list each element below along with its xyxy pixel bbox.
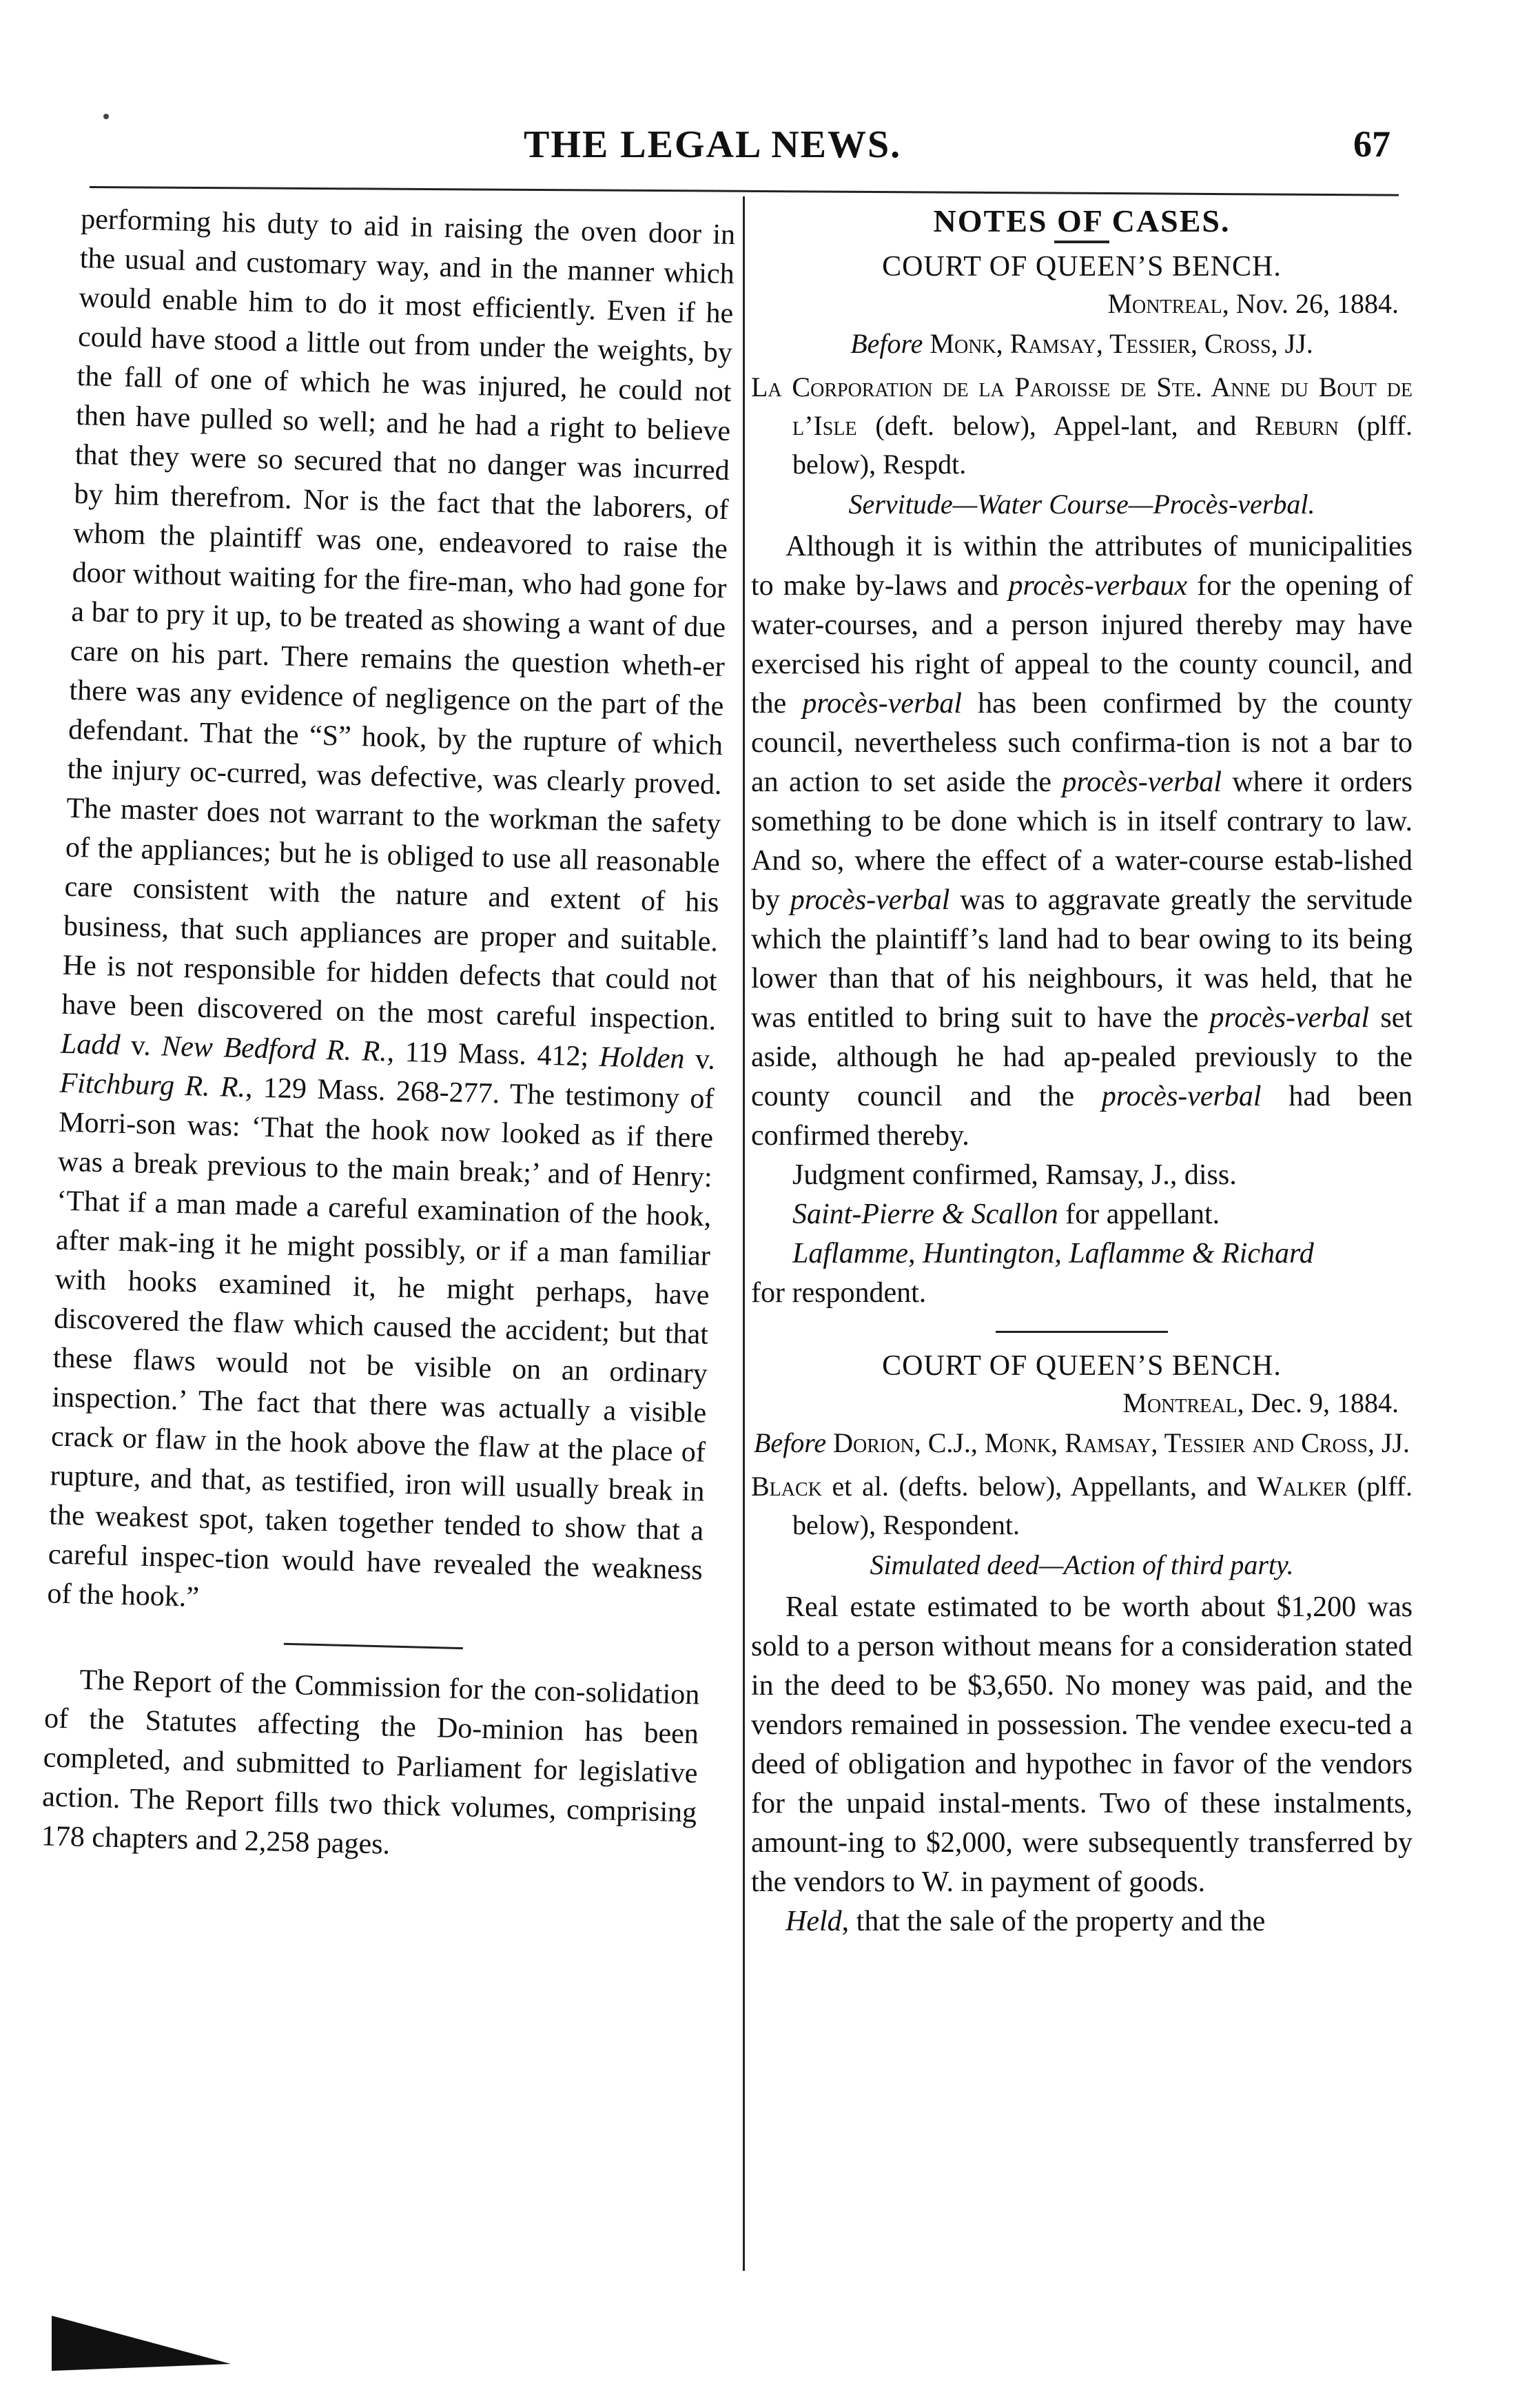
before-word: Before — [850, 328, 923, 359]
summary-text: for the opening of water-courses, and a person injured thereby may have exercised his right of appeal to the county council, and the — [751, 570, 1413, 720]
summary-text: was to aggravate greatly the servitude which the plaintiff’s land had to bear owing to its being lower than that of his neighbours, it was held, that he was entitled to bring suit to have the — [751, 884, 1413, 1034]
case-separator — [996, 1331, 1168, 1333]
page-header — [0, 117, 1540, 172]
commission-note: The Report of the Commission for the con-solidation of the Statutes affecting the Do-minion has been completed, and submitted to Parliament for legislative action. The Report fills two thick volumes, comprising 178 chapters and 2,258 pages. — [41, 1664, 700, 1861]
case-subject: Simulated deed—Action of third party. — [870, 1549, 1294, 1580]
summary-italic: procès-verbaux — [1008, 570, 1188, 602]
judges: Dorion, C.J., Monk, Ramsay, Tessier and Cross, JJ. — [833, 1427, 1410, 1458]
held-text: , that the sale of the property and the — [841, 1906, 1266, 1937]
date: , Dec. 9, 1884. — [1237, 1387, 1399, 1418]
held-word: Held — [786, 1906, 842, 1937]
court-name: COURT OF QUEEN’S BENCH. — [882, 1350, 1282, 1382]
summary-italic: procès-verbal — [1062, 766, 1222, 798]
counsel-names: Saint-Pierre & Scallon — [792, 1198, 1058, 1230]
summary-italic: procès-verbal — [790, 884, 950, 916]
parties — [751, 1467, 1413, 1544]
citation-new-bedford: New Bedford R. R. — [161, 1030, 388, 1068]
case-summary — [751, 527, 1413, 1156]
citation-v: v. — [119, 1029, 162, 1063]
testimony-text: The testimony of Morri-son was: ‘That the hook now looked as if there was a break previous to the main break;’ and of Henry: ‘That if a man made a careful examination of the hook, after mak-ing it he might possibly, or if a man familiar with hooks examined it, he might perhaps, have discovered the flaw which caused the accident; but that these flaws would not be visible on an ordinary inspection.’ The fact that there was actually a visible crack or flaw in the hook above the flaw at the place of rupture, and that, as testified, iron will usually break in the weakest spot, taken together tended to show that a careful inspec-tion would have revealed the weakness of the hook.” — [47, 1078, 715, 1613]
respondent-role: (plff. below), Respdt. — [792, 410, 1413, 480]
counsel-role: for appellant. — [1058, 1198, 1220, 1230]
case-date — [751, 1387, 1413, 1419]
section-rule — [284, 1643, 463, 1649]
summary-italic: procès-verbal — [802, 688, 963, 720]
citation-fitchburg: Fitchburg R. R. — [59, 1067, 246, 1104]
place: Montreal — [1107, 288, 1222, 319]
title-rule — [1054, 241, 1109, 243]
page-edge-mark — [52, 2302, 231, 2371]
respondent: Reburn — [1255, 410, 1339, 441]
judgment-line: Judgment confirmed, Ramsay, J., diss. — [792, 1159, 1237, 1191]
appellant: La Corporation de la Paroisse de Ste. Anne du Bout de l’Isle — [751, 371, 1413, 441]
bench — [751, 325, 1413, 363]
case-summary: Real estate estimated to be worth about $1,200 was sold to a person without means for a consideration stated in the deed to be $3,650. No money was paid, and the vendors remained in possession. The vendee execu-ted a deed of obligation and hypothec in favor of the vendors for the unpaid instal-ments. Two of these instalments, amount-ing to $2,000, were subsequently transferred by the vendors to W. in payment of goods. — [751, 1591, 1413, 1898]
respondent: Walker — [1256, 1471, 1348, 1502]
appellant-role: et al. (defts. below), Appellants, and — [821, 1471, 1257, 1502]
summary-text: had been confirmed thereby. — [751, 1081, 1413, 1152]
case-subject: Servitude—Water Course—Procès-verbal. — [848, 489, 1315, 520]
citation-ladd: Ladd — [60, 1028, 121, 1061]
counsel-respondent — [751, 1234, 1413, 1274]
held-line — [751, 1902, 1413, 1941]
parties — [751, 368, 1413, 484]
respondent-role: (plff. below), Respondent. — [792, 1471, 1413, 1540]
column-divider — [743, 196, 745, 2271]
summary-text: Although it is within the attributes of municipalities to make by-laws and — [751, 531, 1413, 602]
counsel-names: Laflamme, Huntington, Laflamme & Richard — [792, 1238, 1314, 1269]
case-2 — [751, 1349, 1413, 1941]
left-column-text — [41, 200, 735, 1872]
counsel-appellant — [751, 1195, 1413, 1234]
bench — [751, 1425, 1413, 1462]
right-column — [751, 200, 1413, 2267]
running-title: THE LEGAL NEWS. — [524, 123, 902, 166]
summary-italic: procès-verbal — [1101, 1081, 1262, 1112]
citation-ref-1: , 119 Mass. 412; — [387, 1036, 600, 1073]
appellant-role: (deft. below), Appel-lant, and — [856, 410, 1255, 441]
left-column — [41, 200, 736, 2295]
case-date — [751, 287, 1413, 320]
counsel-respondent-role: for respondent. — [751, 1277, 927, 1309]
continued-paragraph — [47, 200, 736, 1630]
court-name: COURT OF QUEEN’S BENCH. — [882, 251, 1282, 283]
page-number: 67 — [1353, 123, 1390, 165]
continuation-text: performing his duty to aid in raising the oven door in the usual and customary way, and in the manner which would enable him to do it most efficiently. Even if he could have stood a little out from under the weights, by the fall of one of which he was injured, he could not then have pulled so well; and he had a right to believe that they were so secured that no danger was incurred by him therefrom. Nor is the fact that the laborers, of whom the plaintiff was one, endeavored to raise the door without waiting for the fire-man, who had gone for a bar to pry it up, to be treated as showing a want of due care on his part. There remains the question wheth-er there was any evidence of negligence on the part of the defendant. That the “S” hook, by the rupture of which the injury oc-curred, was defective, was clearly proved. The master does not warrant to the workman the safety of the appliances; but he is obliged to use all reasonable care consistent with the nature and extent of his business, that such appliances are proper and suitable. He is not responsible for hidden defects that could not have been discovered on the most careful inspection. — [61, 203, 736, 1037]
summary-text: has been confirmed by the county council, nevertheless such confirma-tion is not a bar to an action to set aside the — [751, 688, 1413, 798]
citation-v-2: v. — [684, 1043, 716, 1076]
place: Montreal — [1122, 1387, 1238, 1418]
case-1 — [751, 250, 1413, 1313]
summary-text: where it orders something to be done which is in itself contrary to law. And so, where the effect of a water-course estab-lished by — [751, 766, 1413, 916]
citation-ref-2: , 129 Mass. 268-277. — [245, 1072, 500, 1110]
citation-holden: Holden — [599, 1041, 685, 1075]
before-word: Before — [754, 1427, 827, 1458]
date: , Nov. 26, 1884. — [1222, 288, 1399, 319]
header-rule — [90, 186, 1399, 196]
judges: Monk, Ramsay, Tessier, Cross, JJ. — [930, 328, 1313, 359]
summary-text: set aside, although he had ap-pealed previously to the county council and the — [751, 1002, 1413, 1112]
summary-italic: procès-verbal — [1209, 1002, 1370, 1034]
appellant: Black — [751, 1471, 822, 1502]
section-title: NOTES OF CASES. — [933, 203, 1231, 238]
